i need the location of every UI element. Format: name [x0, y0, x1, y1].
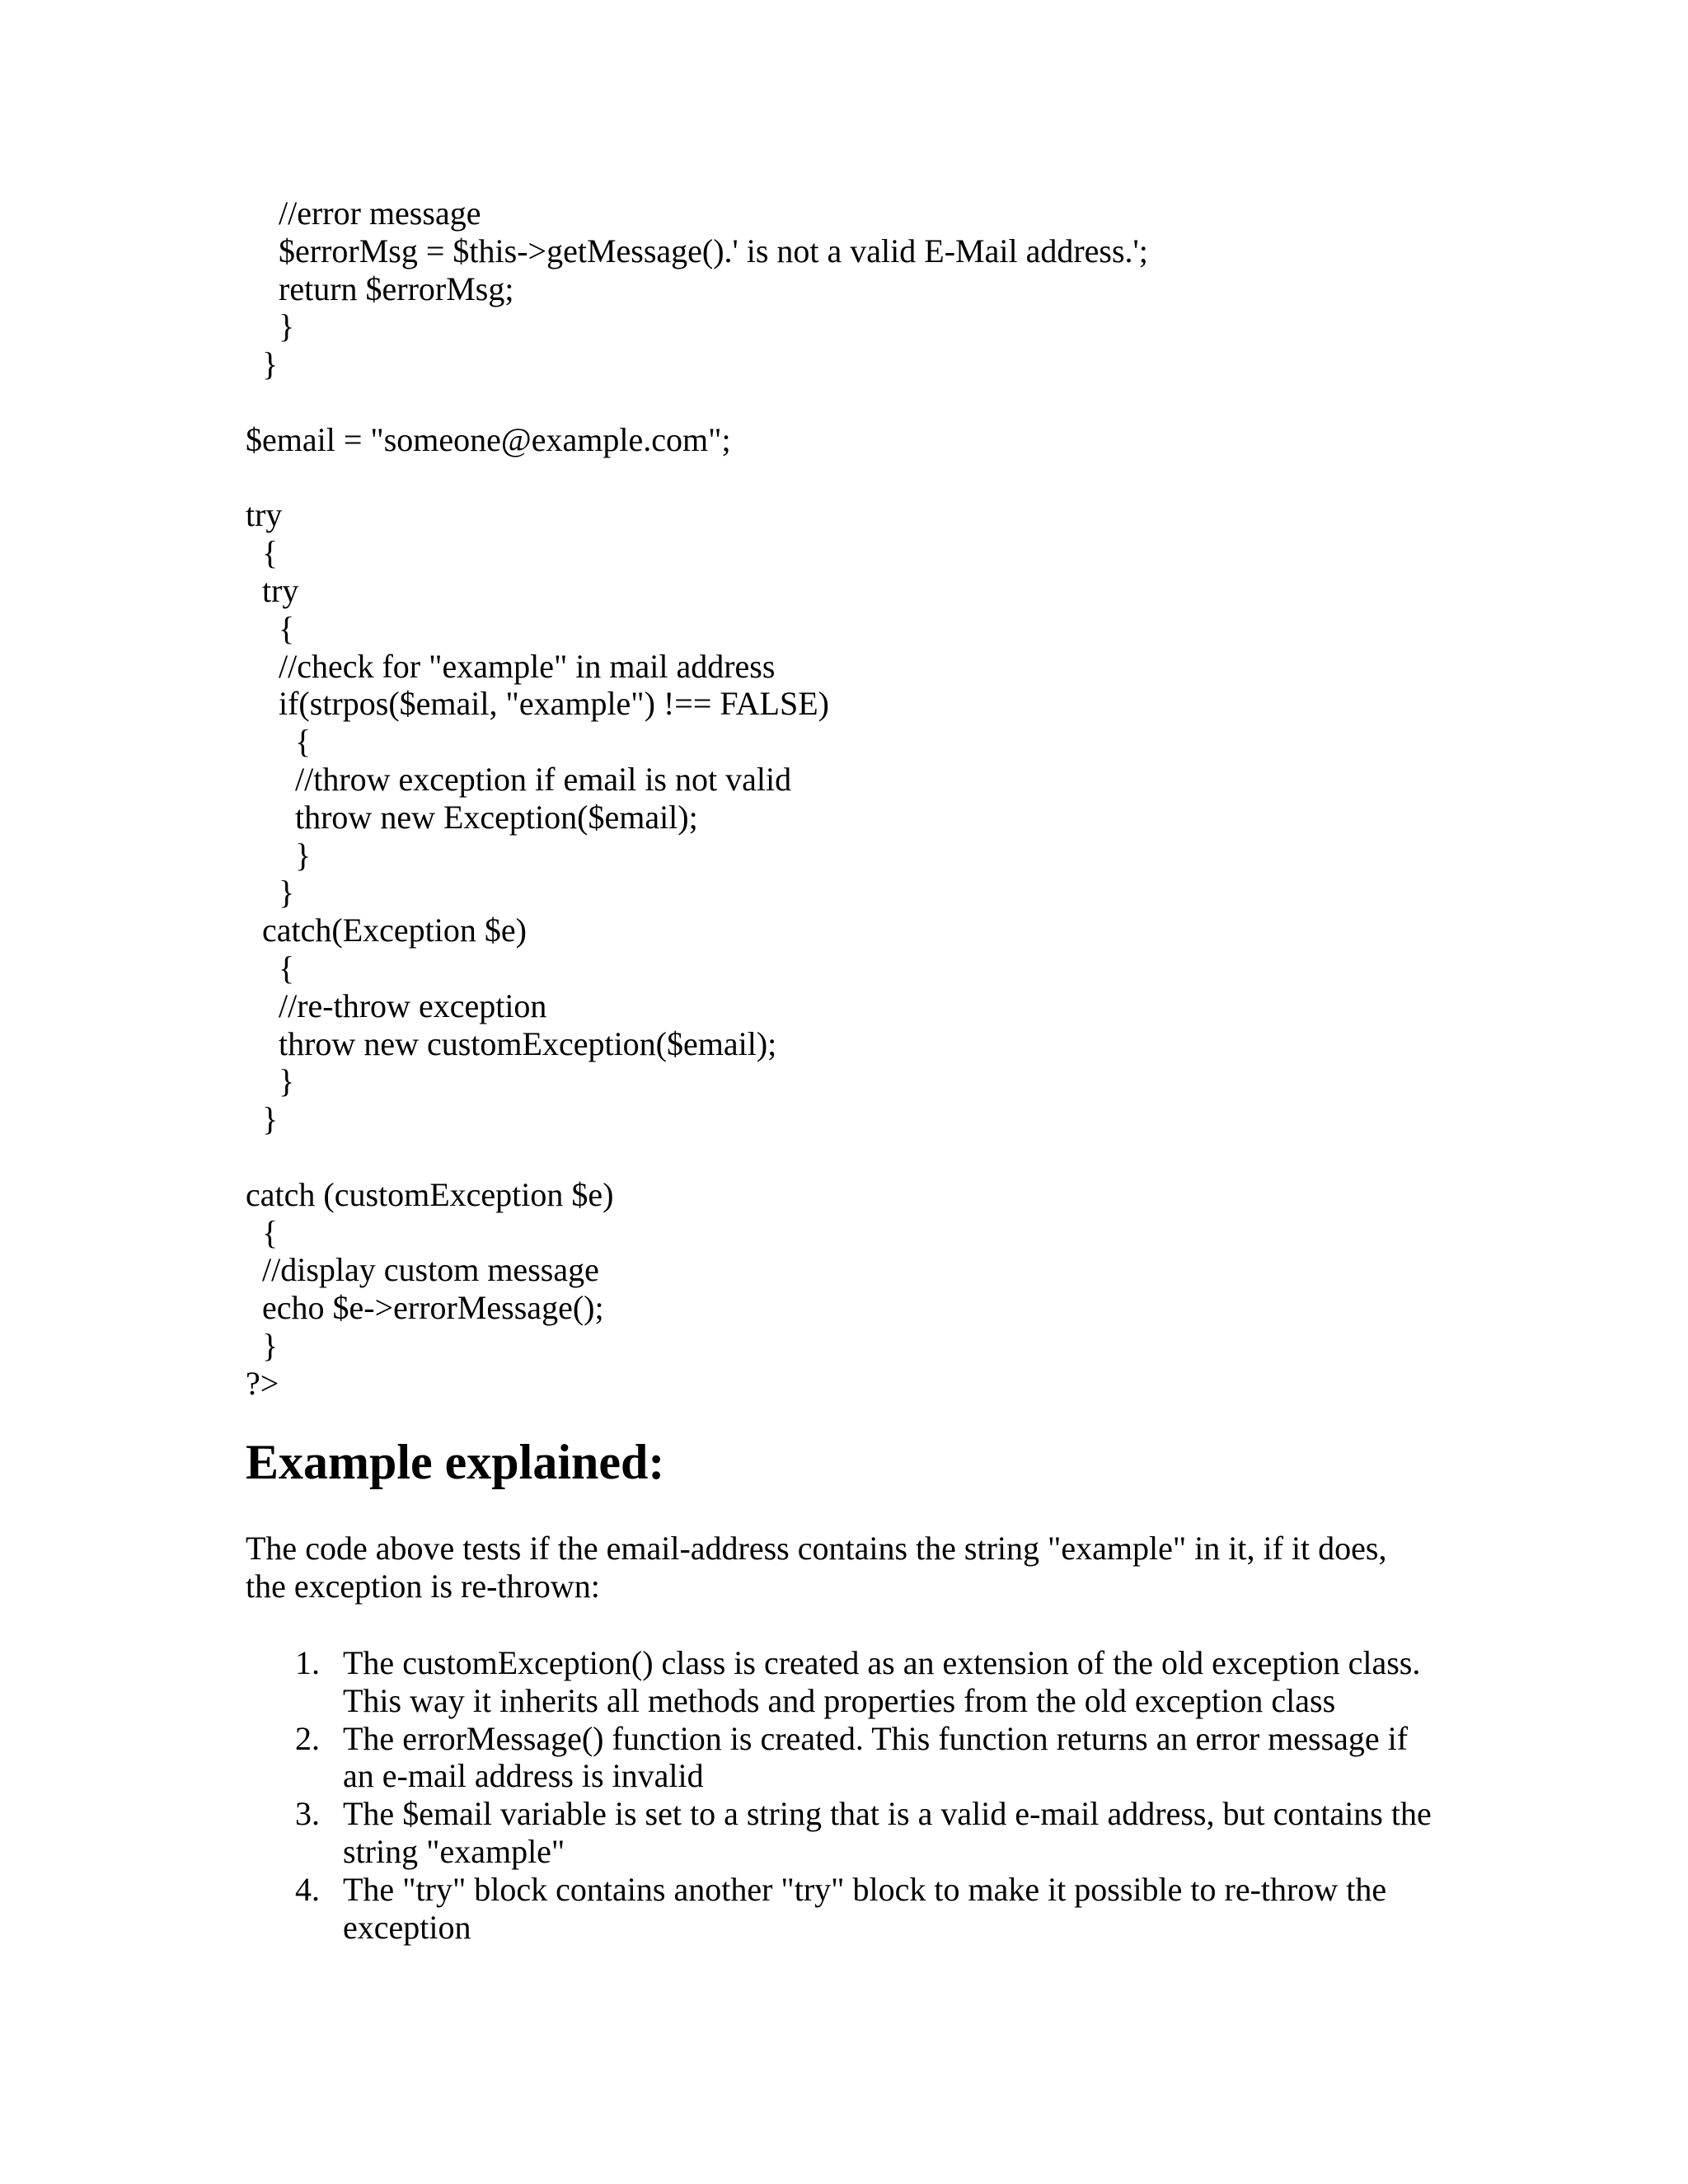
list-item	[246, 1720, 1441, 1796]
list-item-text: The errorMessage() function is created. This function returns an error message if an e-mail address is invalid	[343, 1719, 1409, 1795]
code-line: try	[246, 571, 299, 609]
code-line: throw new customException($email);	[246, 1024, 777, 1062]
list-item-text: The $email variable is set to a string that is a valid e-mail address, but contains the string "example"	[343, 1795, 1432, 1870]
list-item-number: 3.	[295, 1795, 320, 1833]
list-item-text: The "try" block contains another "try" block to make it possible to re-throw the exception	[343, 1870, 1387, 1946]
code-line: }	[246, 1326, 279, 1364]
list-item-number: 4.	[295, 1870, 320, 1908]
code-line: {	[246, 534, 279, 572]
code-line: echo $e->errorMessage();	[246, 1289, 604, 1327]
code-line: }	[246, 1062, 295, 1100]
code-line: }	[246, 307, 295, 345]
code-line: //throw exception if email is not valid	[246, 760, 792, 798]
code-line: {	[246, 723, 312, 761]
code-line: //re-throw exception	[246, 987, 547, 1024]
code-line: }	[246, 345, 279, 383]
code-line: catch(Exception $e)	[246, 912, 527, 949]
code-listing	[246, 194, 1148, 1403]
code-line: throw new Exception($email);	[246, 798, 698, 836]
code-line: }	[246, 836, 312, 874]
code-line: if(strpos($email, "example") !== FALSE)	[246, 685, 829, 723]
list-item-number: 2.	[295, 1719, 320, 1757]
list-item	[246, 1871, 1441, 1947]
code-line: }	[246, 1100, 279, 1138]
list-item	[246, 1795, 1441, 1871]
steps-list	[246, 1644, 1441, 1946]
code-line: //error message	[246, 194, 481, 232]
code-line: //check for "example" in mail address	[246, 647, 776, 685]
code-line: //display custom message	[246, 1251, 599, 1289]
code-line: {	[246, 1213, 279, 1251]
code-line	[246, 1138, 1148, 1176]
code-line	[246, 383, 1148, 421]
code-line: {	[246, 949, 295, 987]
code-line	[246, 459, 1148, 497]
code-line: ?>	[246, 1364, 279, 1402]
code-line: return $errorMsg;	[246, 269, 514, 307]
code-line: $errorMsg = $this->getMessage().' is not a valid E-Mail address.';	[246, 232, 1148, 269]
list-item-text: The customException() class is created as an extension of the old exception class. This way it inherits all methods and properties from the old exception class	[343, 1644, 1421, 1719]
code-line: $email = "someone@example.com";	[246, 420, 731, 458]
section-heading: Example explained:	[246, 1435, 665, 1489]
intro-paragraph: The code above tests if the email-address contains the string "example" in it, if it does, the exception is re-thrown:	[246, 1530, 1387, 1605]
code-line: try	[246, 496, 283, 534]
code-line: }	[246, 874, 295, 912]
list-item-number: 1.	[295, 1644, 320, 1681]
code-line: {	[246, 609, 295, 647]
code-line: catch (customException $e)	[246, 1175, 614, 1213]
list-item	[246, 1644, 1441, 1720]
